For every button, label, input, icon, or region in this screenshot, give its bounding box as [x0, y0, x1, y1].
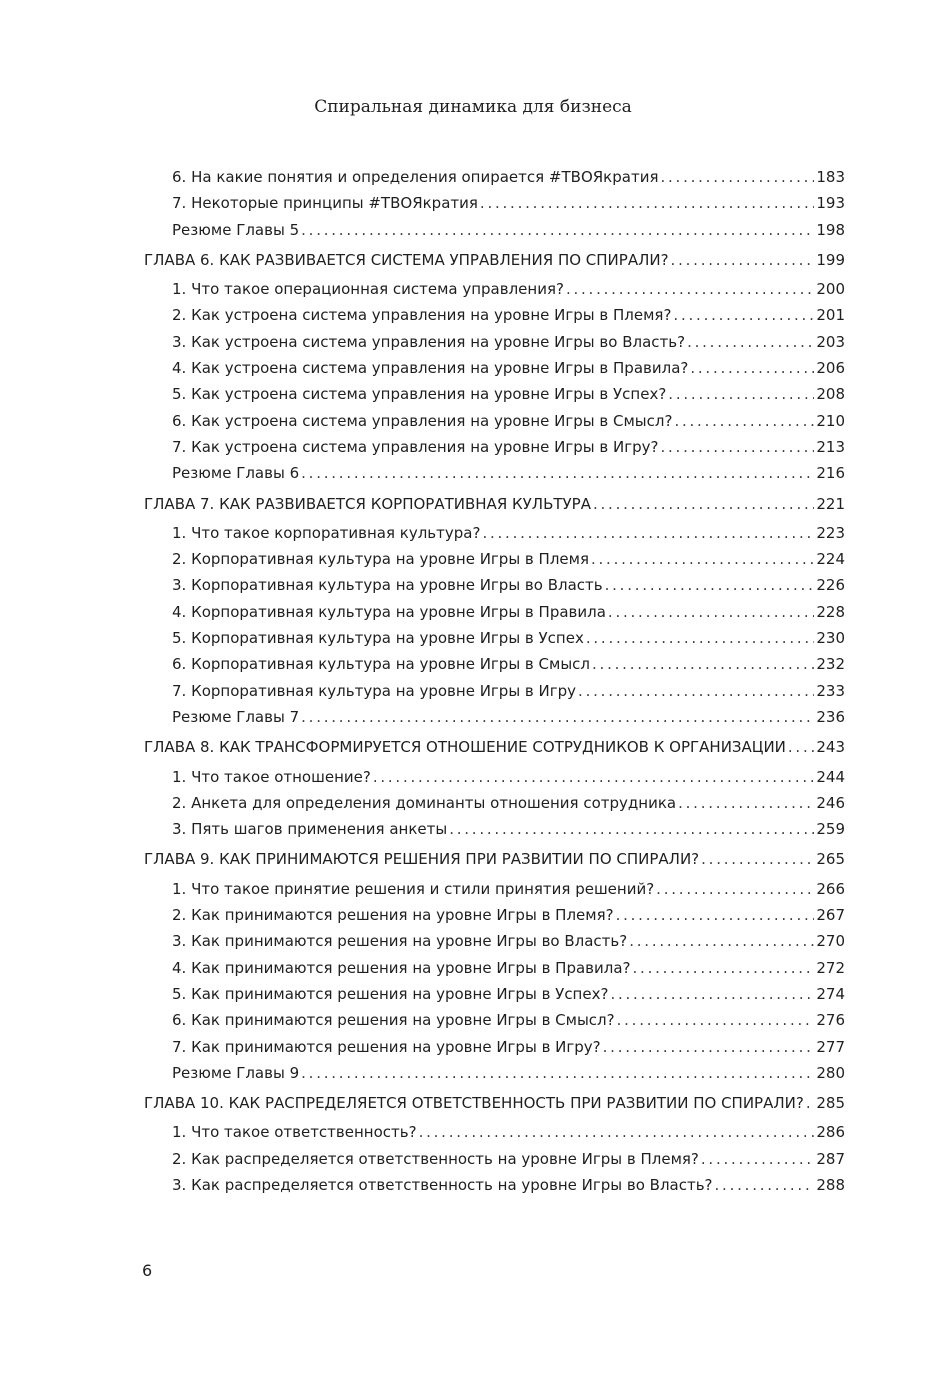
- dot-leader: [673, 302, 814, 328]
- toc-section-entry: [144, 1172, 845, 1198]
- toc-section-entry: [144, 1146, 845, 1172]
- toc-entry-page: 285: [816, 1094, 845, 1113]
- dot-leader: [301, 704, 814, 730]
- dot-leader: [373, 764, 815, 790]
- toc-section-entry: [144, 625, 845, 651]
- toc-entry-page: 208: [816, 385, 845, 404]
- dot-leader: [482, 520, 814, 546]
- dot-leader: [617, 1007, 815, 1033]
- dot-leader: [419, 1119, 815, 1145]
- toc-entry-page: 276: [816, 1011, 845, 1030]
- toc-entry-title: 3. Пять шагов применения анкеты: [172, 820, 448, 839]
- toc-chapter-entry: [144, 846, 845, 872]
- toc-entry-page: 244: [816, 767, 845, 786]
- toc-chapter-entry: [144, 247, 845, 273]
- toc-entry-title: 5. Как устроена система управления на уровне Игры в Успех?: [172, 385, 667, 404]
- toc-section-entry: [144, 329, 845, 355]
- toc-entry-page: 280: [816, 1063, 845, 1082]
- toc-entry-title: 6. На какие понятия и определения опирается #ТВОЯкратия: [172, 168, 659, 186]
- toc-section-entry: [144, 1034, 845, 1060]
- toc-section-entry: [144, 981, 845, 1007]
- toc-section-entry: [144, 1119, 845, 1145]
- toc-section-entry: [144, 928, 845, 954]
- toc-entry-title: 1. Что такое корпоративная культура?: [172, 523, 481, 542]
- toc-entry-page: 210: [816, 411, 845, 430]
- toc-entry-title: ГЛАВА 6. КАК РАЗВИВАЕТСЯ СИСТЕМА УПРАВЛЕНИЯ ПО СПИРАЛИ?: [144, 250, 669, 269]
- toc-entry-page: 288: [816, 1175, 845, 1194]
- toc-entry-title: ГЛАВА 10. КАК РАСПРЕДЕЛЯЕТСЯ ОТВЕТСТВЕННОСТЬ ПРИ РАЗВИТИИ ПО СПИРАЛИ?: [144, 1094, 804, 1113]
- toc-entry-title: 2. Как распределяется ответственность на уровне Игры в Племя?: [172, 1149, 699, 1168]
- dot-leader: [701, 846, 814, 872]
- toc-entry-page: 277: [816, 1037, 845, 1056]
- dot-leader: [660, 164, 814, 190]
- toc-entry-title: 3. Как устроена система управления на уровне Игры во Власть?: [172, 332, 686, 351]
- toc-entry-title: 2. Корпоративная культура на уровне Игры в Племя: [172, 550, 589, 569]
- dot-leader: [480, 190, 814, 216]
- dot-leader: [301, 217, 814, 243]
- toc-entry-title: 7. Корпоративная культура на уровне Игры в Игру: [172, 681, 577, 700]
- toc-entry-title: 3. Как распределяется ответственность на уровне Игры во Власть?: [172, 1175, 713, 1194]
- toc-entry-page: 259: [816, 820, 845, 839]
- dot-leader: [578, 678, 814, 704]
- toc-entry-page: 213: [816, 437, 845, 456]
- toc-entry-title: ГЛАВА 8. КАК ТРАНСФОРМИРУЕТСЯ ОТНОШЕНИЕ СОТРУДНИКОВ К ОРГАНИЗАЦИИ: [144, 738, 786, 757]
- toc-section-entry: [144, 164, 845, 190]
- dot-leader: [806, 1090, 815, 1116]
- toc-chapter-entry: [144, 491, 845, 517]
- toc-entry-title: 2. Как принимаются решения на уровне Игры в Племя?: [172, 906, 614, 925]
- toc-section-entry: [144, 355, 845, 381]
- dot-leader: [788, 734, 814, 760]
- toc-entry-title: 2. Как устроена система управления на уровне Игры в Племя?: [172, 306, 672, 325]
- toc-chapter-entry: [144, 734, 845, 760]
- toc-entry-page: 246: [816, 793, 845, 812]
- toc-entry-page: 270: [816, 932, 845, 951]
- toc-entry-title: 4. Как принимаются решения на уровне Игры в Правила?: [172, 958, 631, 977]
- toc-entry-page: 216: [816, 464, 845, 483]
- toc-section-entry: [144, 599, 845, 625]
- dot-leader: [629, 928, 814, 954]
- toc-section-entry: [144, 678, 845, 704]
- toc-entry-title: 5. Как принимаются решения на уровне Игры в Успех?: [172, 984, 609, 1003]
- toc-entry-title: 5. Корпоративная культура на уровне Игры в Успех: [172, 629, 584, 648]
- toc-entry-page: 198: [816, 220, 845, 239]
- toc-entry-page: 193: [816, 194, 845, 213]
- toc-entry-page: 265: [816, 850, 845, 869]
- toc-entry-title: 1. Что такое принятие решения и стили принятия решений?: [172, 879, 655, 898]
- toc-entry-page: 243: [816, 738, 845, 757]
- dot-leader: [566, 276, 814, 302]
- toc-entry-title: 1. Что такое отношение?: [172, 767, 371, 786]
- toc-entry-title: ГЛАВА 7. КАК РАЗВИВАЕТСЯ КОРПОРАТИВНАЯ КУЛЬТУРА: [144, 494, 591, 513]
- toc-section-entry: [144, 1007, 845, 1033]
- toc-entry-title: 3. Как принимаются решения на уровне Игры во Власть?: [172, 932, 628, 951]
- dot-leader: [715, 1172, 815, 1198]
- dot-leader: [591, 546, 814, 572]
- dot-leader: [656, 876, 814, 902]
- toc-entry-title: 4. Как устроена система управления на уровне Игры в Правила?: [172, 359, 689, 378]
- toc-entry-page: 286: [816, 1123, 845, 1142]
- dot-leader: [586, 625, 815, 651]
- toc-entry-page: 233: [816, 681, 845, 700]
- dot-leader: [449, 816, 814, 842]
- toc-section-entry: [144, 460, 845, 486]
- toc-section-entry: [144, 434, 845, 460]
- toc-entry-title: Резюме Главы 5: [172, 220, 300, 239]
- toc-entry-page: 230: [816, 629, 845, 648]
- toc-section-entry: [144, 381, 845, 407]
- dot-leader: [593, 491, 814, 517]
- toc-entry-title: Резюме Главы 9: [172, 1063, 300, 1082]
- toc-entry-title: 1. Что такое операционная система управления?: [172, 280, 564, 299]
- running-header: Спиральная динамика для бизнеса: [314, 97, 632, 117]
- toc-section-entry: [144, 876, 845, 902]
- dot-leader: [687, 329, 814, 355]
- dot-leader: [608, 599, 814, 625]
- toc-entry-page: 226: [816, 576, 845, 595]
- toc-entry-page: 199: [816, 250, 845, 269]
- toc-section-entry: [144, 217, 845, 243]
- toc-section-entry: [144, 704, 845, 730]
- toc-section-entry: [144, 572, 845, 598]
- toc-entry-title: 6. Как устроена система управления на уровне Игры в Смысл?: [172, 411, 673, 430]
- dot-leader: [301, 460, 814, 486]
- toc-section-entry: [144, 520, 845, 546]
- dot-leader: [701, 1146, 814, 1172]
- dot-leader: [301, 1060, 814, 1086]
- toc-entry-page: 183: [816, 168, 845, 186]
- dot-leader: [660, 434, 814, 460]
- toc-entry-title: Резюме Главы 6: [172, 464, 300, 483]
- toc-chapter-entry: [144, 1090, 845, 1116]
- toc-section-entry: [144, 955, 845, 981]
- dot-leader: [592, 651, 814, 677]
- dot-leader: [671, 247, 815, 273]
- toc-entry-page: 201: [816, 306, 845, 325]
- toc-section-entry: [144, 190, 845, 216]
- page-number: 6: [142, 1261, 153, 1280]
- toc-section-entry: [144, 651, 845, 677]
- toc-entry-title: 2. Анкета для определения доминанты отношения сотрудника: [172, 793, 677, 812]
- toc-entry-page: 223: [816, 523, 845, 542]
- toc-entry-page: 228: [816, 602, 845, 621]
- dot-leader: [690, 355, 814, 381]
- toc-entry-title: 4. Корпоративная культура на уровне Игры в Правила: [172, 602, 606, 621]
- toc-entry-title: 1. Что такое ответственность?: [172, 1123, 417, 1142]
- dot-leader: [605, 572, 815, 598]
- dot-leader: [603, 1034, 815, 1060]
- toc-entry-title: 6. Как принимаются решения на уровне Игры в Смысл?: [172, 1011, 615, 1030]
- toc-entry-page: 266: [816, 879, 845, 898]
- toc-entry-page: 236: [816, 707, 845, 726]
- toc-section-entry: [144, 764, 845, 790]
- toc-entry-title: ГЛАВА 9. КАК ПРИНИМАЮТСЯ РЕШЕНИЯ ПРИ РАЗВИТИИ ПО СПИРАЛИ?: [144, 850, 700, 869]
- toc-entry-title: 7. Некоторые принципы #ТВОЯкратия: [172, 194, 478, 213]
- dot-leader: [674, 408, 814, 434]
- toc-section-entry: [144, 902, 845, 928]
- toc-entry-title: Резюме Главы 7: [172, 707, 300, 726]
- toc-entry-page: 206: [816, 359, 845, 378]
- toc-section-entry: [144, 790, 845, 816]
- toc-section-entry: [144, 1060, 845, 1086]
- toc-entry-page: 224: [816, 550, 845, 569]
- toc-section-entry: [144, 302, 845, 328]
- toc-entry-page: 203: [816, 332, 845, 351]
- toc-entry-title: 3. Корпоративная культура на уровне Игры во Власть: [172, 576, 603, 595]
- dot-leader: [616, 902, 815, 928]
- dot-leader: [668, 381, 814, 407]
- toc-section-entry: [144, 276, 845, 302]
- toc-entry-page: 200: [816, 280, 845, 299]
- dot-leader: [610, 981, 814, 1007]
- toc-entry-page: 272: [816, 958, 845, 977]
- table-of-contents: [144, 164, 845, 1198]
- toc-section-entry: [144, 408, 845, 434]
- toc-entry-page: 232: [816, 655, 845, 674]
- toc-entry-title: 7. Как принимаются решения на уровне Игры в Игру?: [172, 1037, 601, 1056]
- toc-entry-page: 287: [816, 1149, 845, 1168]
- toc-entry-page: 267: [816, 906, 845, 925]
- toc-entry-title: 6. Корпоративная культура на уровне Игры в Смысл: [172, 655, 591, 674]
- toc-entry-title: 7. Как устроена система управления на уровне Игры в Игру?: [172, 437, 659, 456]
- toc-entry-page: 274: [816, 984, 845, 1003]
- dot-leader: [633, 955, 815, 981]
- dot-leader: [678, 790, 814, 816]
- toc-section-entry: [144, 546, 845, 572]
- toc-entry-page: 221: [816, 494, 845, 513]
- toc-section-entry: [144, 816, 845, 842]
